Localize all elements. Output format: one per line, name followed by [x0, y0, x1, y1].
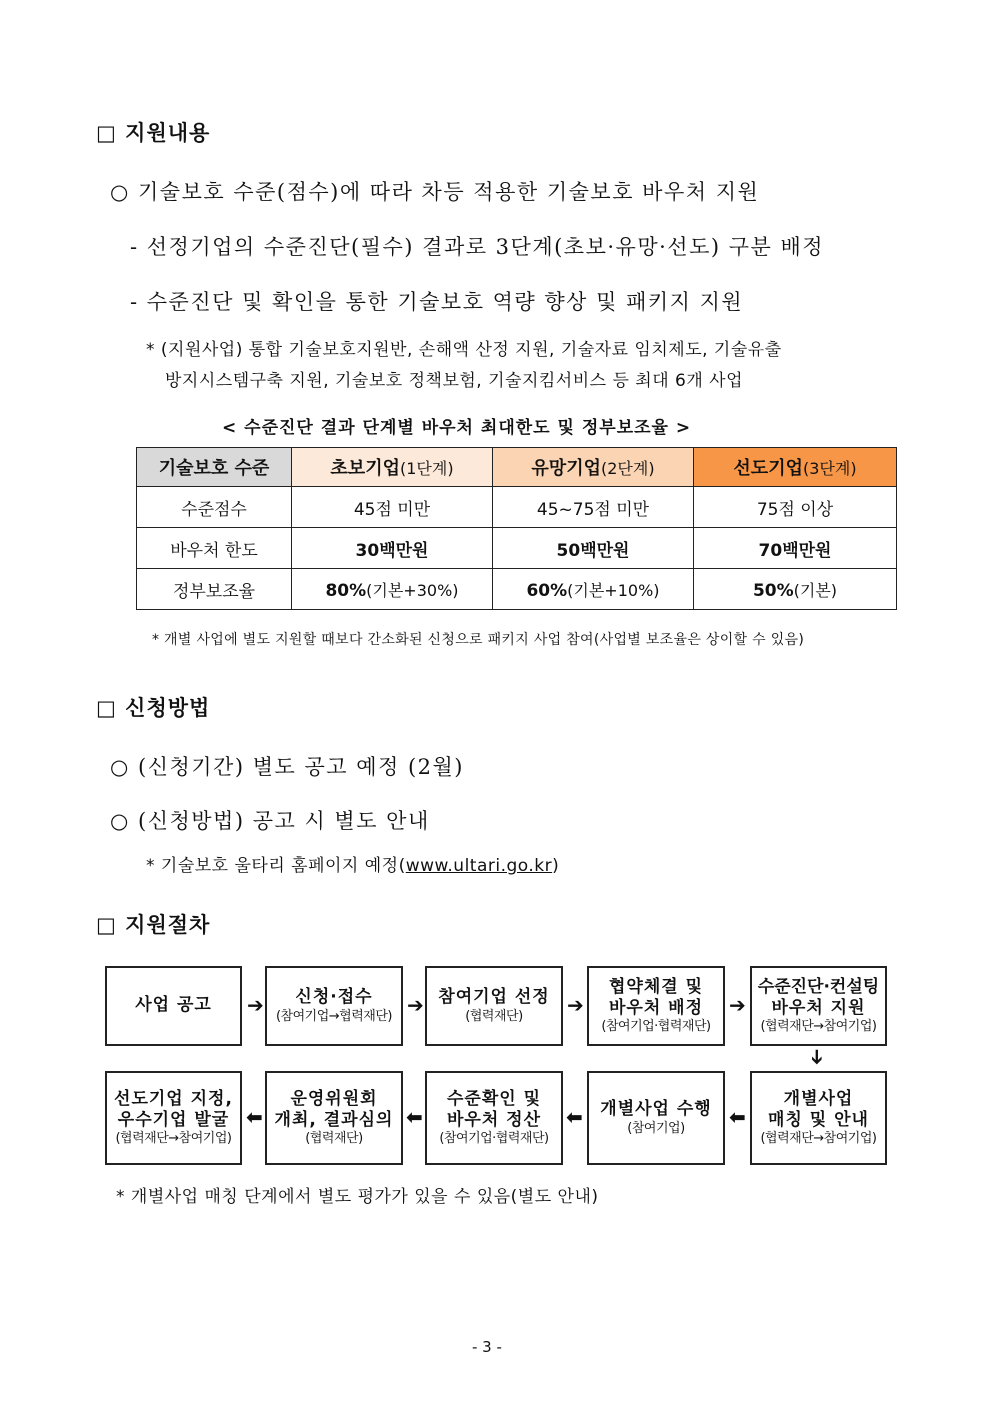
- procedure-footnote: * 개별사업 매칭 단계에서 별도 평가가 있을 수 있음(별도 안내): [116, 1187, 599, 1207]
- apply-line-1: ○ (신청기간) 별도 공고 예정 (2월): [110, 755, 464, 779]
- header-level: 기술보호 수준: [137, 448, 292, 487]
- step-leading-designation: 선도기업 지정, 우수기업 발굴 (협력재단→참여기업): [105, 1071, 242, 1165]
- cell-rate-promising: 60%(기본+10%): [493, 569, 694, 610]
- support-dash-2: - 수준진단 및 확인을 통한 기술보호 역량 향상 및 패키지 지원: [130, 290, 744, 314]
- cell-score-leading: 75점 이상: [694, 487, 897, 528]
- header-promising: 유망기업(2단계): [493, 448, 694, 487]
- step-announcement: 사업 공고: [105, 966, 242, 1046]
- cell-score-beginner: 45점 미만: [292, 487, 493, 528]
- step-committee: 운영위원회 개최, 결과심의 (협력재단): [265, 1071, 403, 1165]
- cell-limit-beginner: 30백만원: [292, 528, 493, 569]
- arrow-right-icon: ➔: [407, 993, 424, 1017]
- step-selection: 참여기업 선정 (협력재단): [425, 966, 563, 1046]
- cell-rate-leading: 50%(기본): [694, 569, 897, 610]
- page-number: - 3 -: [472, 1338, 502, 1356]
- cell-rate-beginner: 80%(기본+30%): [292, 569, 493, 610]
- support-note-1: * (지원사업) 통합 기술보호지원반, 손해액 산정 지원, 기술자료 임치제도, 기술유출: [146, 340, 782, 360]
- step-agreement: 협약체결 및 바우처 배정 (참여기업·협력재단): [587, 966, 725, 1046]
- section-title-support: □ 지원내용: [96, 121, 211, 145]
- arrow-right-icon: ➔: [247, 993, 264, 1017]
- step-matching: 개별사업 매칭 및 안내 (협력재단→참여기업): [750, 1071, 887, 1165]
- table-row: [137, 528, 897, 569]
- cell-limit-promising: 50백만원: [493, 528, 694, 569]
- row-label: 바우처 한도: [137, 528, 292, 569]
- table-row: [137, 487, 897, 528]
- section-title-procedure: □ 지원절차: [96, 913, 211, 937]
- apply-line-2: ○ (신청방법) 공고 시 별도 안내: [110, 809, 430, 833]
- table-header-row: [137, 448, 897, 487]
- support-note-2: 방지시스템구축 지원, 기술보호 정책보험, 기술지킴서비스 등 최대 6개 사업: [165, 371, 744, 391]
- section-title-apply: □ 신청방법: [96, 696, 211, 720]
- voucher-level-table: [136, 447, 897, 610]
- support-line-1: ○ 기술보호 수준(점수)에 따라 차등 적용한 기술보호 바우처 지원: [110, 180, 760, 204]
- row-label: 정부보조율: [137, 569, 292, 610]
- cell-score-promising: 45~75점 미만: [493, 487, 694, 528]
- arrow-down-icon: ➔: [805, 1048, 830, 1066]
- step-execution: 개별사업 수행 (참여기업): [587, 1071, 725, 1165]
- support-dash-1: - 선정기업의 수준진단(필수) 결과로 3단계(초보·유망·선도) 구분 배정: [130, 235, 825, 259]
- step-application: 신청·접수 (참여기업→협력재단): [265, 966, 403, 1046]
- arrow-right-icon: ➔: [729, 993, 746, 1017]
- table-row: [137, 569, 897, 610]
- arrow-left-icon: ⬅: [406, 1105, 423, 1129]
- arrow-left-icon: ⬅: [246, 1105, 263, 1129]
- cell-limit-leading: 70백만원: [694, 528, 897, 569]
- arrow-left-icon: ⬅: [566, 1105, 583, 1129]
- header-leading: 선도기업(3단계): [694, 448, 897, 487]
- homepage-link[interactable]: www.ultari.go.kr: [405, 856, 553, 876]
- step-diagnosis: 수준진단·컨설팅 바우처 지원 (협력재단→참여기업): [750, 966, 887, 1046]
- step-settlement: 수준확인 및 바우처 정산 (참여기업·협력재단): [425, 1071, 563, 1165]
- arrow-left-icon: ⬅: [729, 1105, 746, 1129]
- row-label: 수준점수: [137, 487, 292, 528]
- table-footnote: * 개별 사업에 별도 지원할 때보다 간소화된 신청으로 패키지 사업 참여(사업별 보조율은 상이할 수 있음): [152, 632, 805, 648]
- header-beginner: 초보기업(1단계): [292, 448, 493, 487]
- apply-note: * 기술보호 울타리 홈페이지 예정(www.ultari.go.kr): [146, 856, 560, 876]
- table-caption: < 수준진단 결과 단계별 바우처 최대한도 및 정부보조율 >: [222, 418, 692, 438]
- arrow-right-icon: ➔: [567, 993, 584, 1017]
